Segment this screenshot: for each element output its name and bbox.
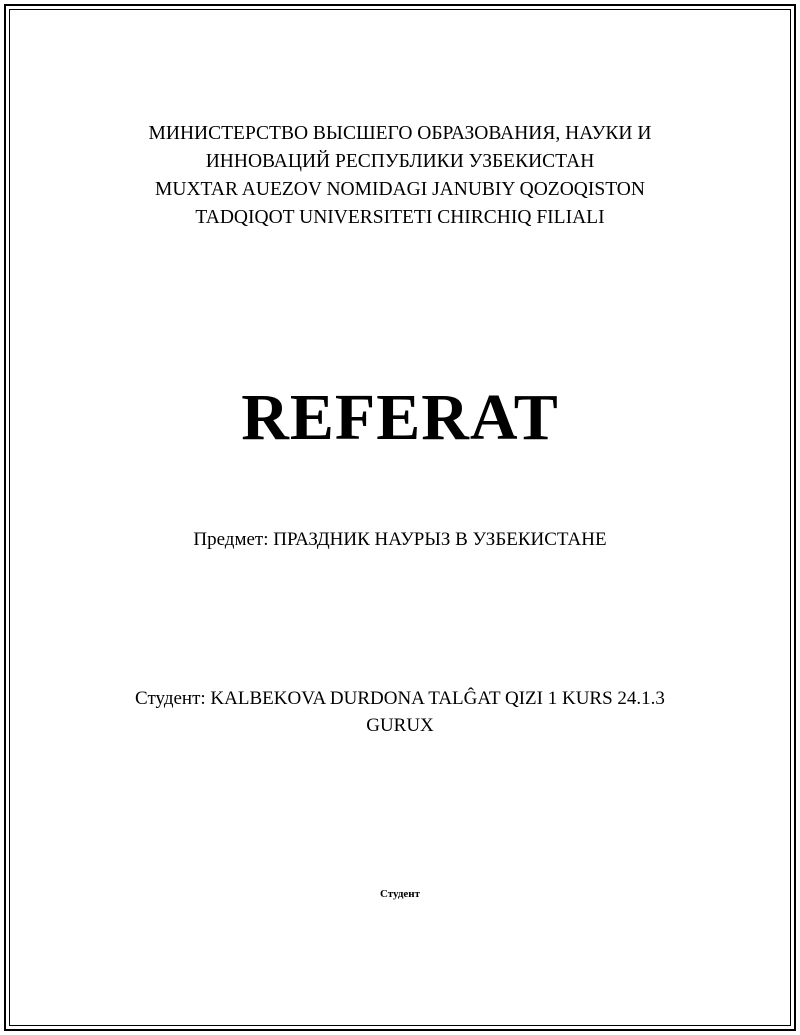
institution-header [0, 120, 800, 232]
header-line-university-cont: TADQIQOT UNIVERSITETI CHIRCHIQ FILIALI [195, 207, 605, 228]
student-line-group: GURUX [366, 715, 434, 736]
header-line-university: MUXTAR AUEZOV NOMIDAGI JANUBIY QOZOQISTON [155, 179, 645, 200]
document-title: REFERAT [241, 381, 559, 454]
student-info [0, 685, 800, 739]
header-line-ministry: МИНИСТЕРСТВО ВЫСШЕГО ОБРАЗОВАНИЯ, НАУКИ И [148, 123, 652, 144]
header-line-ministry-cont: ИННОВАЦИЙ РЕСПУБЛИКИ УЗБЕКИСТАН [205, 151, 595, 172]
subject-line: Предмет: ПРАЗДНИК НАУРЫЗ В УЗБЕКИСТАНЕ [193, 529, 607, 550]
student-line-name: Студент: KALBEKOVA DURDONA TALĜAT QIZI 1 KURS 24.1.3 [135, 688, 665, 709]
footer-label: Студент [379, 888, 421, 900]
